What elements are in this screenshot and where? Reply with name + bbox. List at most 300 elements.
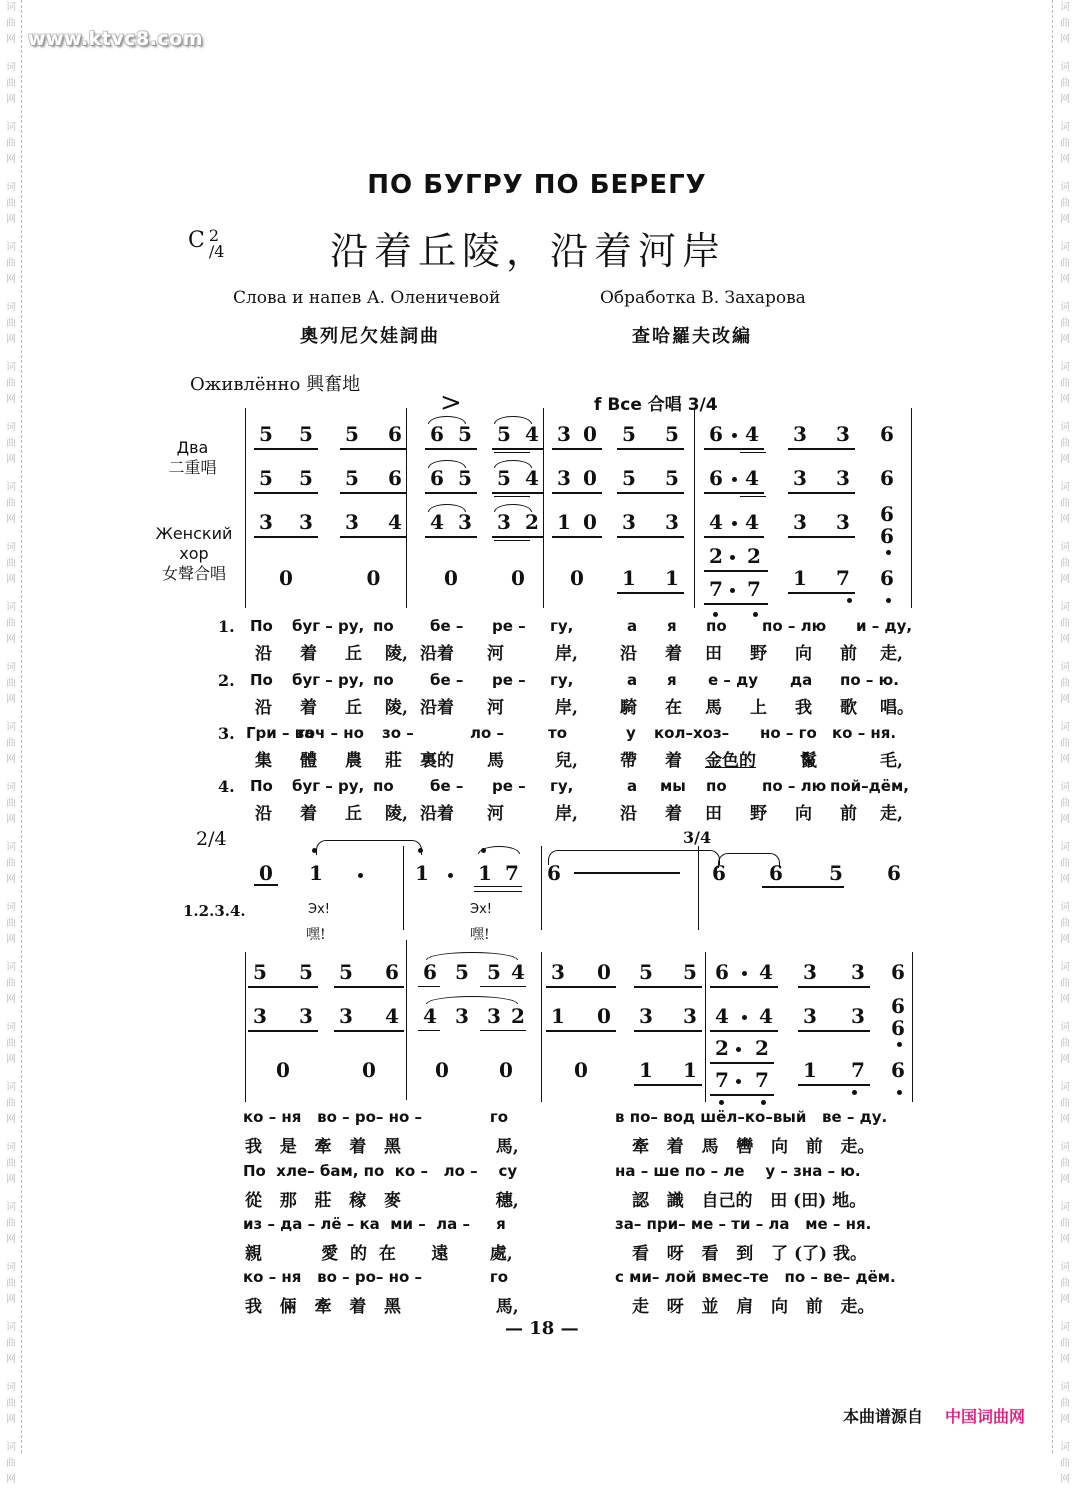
lyric-ru: По [250,671,273,689]
watermark-char: 词 [1060,722,1070,733]
watermark-char: 曲 [1060,1098,1070,1109]
lyric-zh: 沿 [255,698,272,718]
lyric-ru: гу, [550,777,574,795]
arranger-russian: Обработка В. Захарова [600,288,806,308]
note: 6 [423,960,437,984]
note: 4 [385,1004,399,1028]
lyric-ru: кол–хоз– [654,724,730,742]
watermark-char: 曲 [1060,1278,1070,1289]
beam-underline [617,448,684,450]
beam-underline [798,1084,870,1086]
beam-underline [634,986,702,988]
double-beam [480,986,526,987]
note: 5 [299,960,313,984]
lyric-ru: я [667,617,677,635]
beam-underline [788,536,855,538]
watermark-char: 曲 [1060,1398,1070,1409]
beam-underline [788,492,855,494]
augmentation-dot [736,1079,741,1084]
note: 5 [458,466,472,490]
note: 6 [880,422,894,446]
lyric-zh: 騎 [620,698,637,718]
note: 6 [891,1058,905,1082]
watermark-char: 词 [1060,1082,1070,1093]
note: 3 [299,1004,313,1028]
watermark-char: 网 [1060,994,1070,1005]
watermark-char: 网 [1060,1054,1070,1065]
watermark-char: 曲 [6,558,16,569]
lyric-zh: 從 那 莊 稼 麥 穗, [245,1191,519,1211]
augmentation-dot [732,433,737,438]
note: 7 [505,861,519,885]
note: 6 [891,994,905,1018]
watermark-text [1057,840,1073,888]
watermark-char: 网 [6,214,16,225]
watermark-text [1057,600,1073,648]
watermark-text [3,0,19,48]
watermark-char: 网 [1060,1114,1070,1125]
note: 6 [388,466,402,490]
lyric-zh: 岸, [555,804,578,824]
watermark-text [1057,900,1073,948]
note: 0 [597,960,611,984]
octave-dot [847,598,852,603]
accent-mark: > [440,388,462,418]
lyric-zh: 體 [300,751,317,771]
watermark-text [1057,0,1073,48]
watermark-char: 词 [1060,182,1070,193]
note: 4 [759,960,773,984]
lyric-zh: 金色的 [705,751,756,771]
lyric-ru: По хле– бам, по ко – ло – су [243,1162,518,1180]
beam-underline [710,1094,774,1096]
note: 5 [497,466,511,490]
lyric-zh: 丘 [345,698,362,718]
note: 6 [385,960,399,984]
source-label: 本曲谱源自 [843,1407,924,1426]
sustain-dash [574,872,680,874]
note: 0 [597,1004,611,1028]
lyric-zh: 河 [487,698,504,718]
duet-label-ru: Два [176,438,209,457]
lyric-ru: по [373,777,394,795]
watermark-text [3,540,19,588]
watermark-text [1057,1020,1073,1068]
augmentation-dot [730,588,735,593]
watermark-char: 曲 [6,258,16,269]
lyric-ru: пой–дём, [830,777,909,795]
lyric-zh: 岸, [555,698,578,718]
lyric-zh: 在 [665,698,682,718]
double-beam [740,496,766,497]
note: 5 [259,422,273,446]
watermark-char: 网 [6,1474,16,1485]
watermark-text [1057,540,1073,588]
note: 1 [683,1058,697,1082]
watermark-char: 曲 [6,378,16,389]
note: 5 [622,422,636,446]
verse-number: 3. [218,724,235,743]
watermark-char: 词 [1060,962,1070,973]
watermark-char: 曲 [6,318,16,329]
note: 5 [345,466,359,490]
watermark-text [1057,120,1073,168]
lyric-ru: по [373,617,394,635]
watermark-char: 网 [6,514,16,525]
watermark-char: 词 [6,1262,16,1273]
watermark-char: 词 [1060,2,1070,13]
double-beam [480,1030,526,1031]
watermark-char: 词 [6,1382,16,1393]
beam-underline [710,986,778,988]
note: 6 [430,466,444,490]
watermark-text [3,420,19,468]
watermark-char: 曲 [1060,258,1070,269]
note: 0 [583,422,597,446]
lyric-zh: 唱。 [880,698,914,718]
lyric-ru: за– при– ме – ти – ла ме – ня. [615,1215,872,1233]
note: 7 [709,577,723,601]
watermark-text [3,1320,19,1368]
watermark-text [3,960,19,1008]
beam-underline [634,1084,702,1086]
beam-underline [704,492,764,494]
note: 3 [487,1004,501,1028]
watermark-text [1057,60,1073,108]
note: 3 [803,1004,817,1028]
note: 6 [880,566,894,590]
note: 5 [345,422,359,446]
watermark-char: 词 [6,662,16,673]
watermark-char: 词 [6,1142,16,1153]
watermark-text [3,1080,19,1128]
watermark-char: 曲 [6,918,16,929]
lyric-ru: мы [660,777,686,795]
watermark-char: 词 [6,482,16,493]
lyric-zh: 看 呀 看 到 了 (了) 我。 [632,1244,867,1264]
lyric-zh: 丘 [345,644,362,664]
watermark-char: 词 [6,2,16,13]
note: 4 [525,422,539,446]
watermark-char: 网 [6,394,16,405]
lyric-zh: 我 是 牽 着 黑 馬, [245,1137,519,1157]
lyric-zh: 着 [300,644,317,664]
watermark-char: 网 [6,1234,16,1245]
watermark-char: 词 [1060,362,1070,373]
watermark-char: 曲 [1060,738,1070,749]
note: 6 [880,524,894,548]
note: 6 [891,960,905,984]
note: 1 [557,510,571,534]
watermark-char: 曲 [1060,858,1070,869]
note: 3 [836,466,850,490]
watermark-char: 词 [1060,602,1070,613]
watermark-char: 网 [1060,574,1070,585]
lyric-zh: 前 [840,644,857,664]
beam-underline [788,448,855,450]
watermark-char: 网 [6,34,16,45]
watermark-char: 网 [1060,514,1070,525]
watermark-char: 网 [1060,1234,1070,1245]
watermark-text [1057,1200,1073,1248]
watermark-char: 曲 [6,678,16,689]
watermark-char: 词 [1060,542,1070,553]
note: 0 [366,566,381,590]
watermark-char: 词 [6,842,16,853]
watermark-char: 词 [6,62,16,73]
barline [705,952,706,1102]
verse-number: 1. [218,617,235,636]
note: 1 [803,1058,817,1082]
watermark-text [1057,780,1073,828]
watermark-char: 词 [1060,482,1070,493]
lyric-ru: буг – ру, [292,777,365,795]
lyric-zh: 岸, [555,644,578,664]
part-label-duet [165,438,220,478]
watermark-char: 网 [6,1294,16,1305]
watermark-text [3,1260,19,1308]
note: 4 [709,510,723,534]
note: 3 [793,510,807,534]
watermark-char: 曲 [6,1218,16,1229]
lyric-ru: по – лю [762,617,827,635]
note: 6 [712,861,726,885]
watermark-char: 网 [1060,214,1070,225]
watermark-char: 曲 [1060,318,1070,329]
watermark-char: 曲 [1060,978,1070,989]
barline [245,408,246,608]
watermark-char: 曲 [1060,678,1070,689]
lyric-zh: 農 [345,751,362,771]
note: 4 [745,422,759,446]
watermark-text [3,360,19,408]
lyric-zh: 沿着 [420,698,454,718]
watermark-char: 词 [6,1442,16,1453]
octave-dot [886,598,891,603]
part-label-choir [146,524,242,584]
lyric-ru: по [706,777,727,795]
watermark-char: 网 [1060,874,1070,885]
lyric-ru: гу, [550,617,574,635]
watermark-text [1057,1380,1073,1428]
lyric-ru: По [250,777,273,795]
verse-marker: 1.2.3.4. [183,902,246,920]
lyric-zh: 沿 [620,644,637,664]
note: 7 [851,1058,865,1082]
barline [911,408,912,608]
barline [245,952,246,1102]
note: 3 [557,466,571,490]
lyric-ru: бе – [430,671,464,689]
double-beam [474,891,522,892]
lyric-ru: по [706,617,727,635]
watermark-text [1057,240,1073,288]
watermark-char: 曲 [1060,1038,1070,1049]
beam-underline [254,448,318,450]
lyric-zh: 我 倆 牽 着 黑 馬, [245,1297,519,1317]
note: 6 [891,1016,905,1040]
watermark-char: 词 [6,1322,16,1333]
augmentation-dot [730,555,735,560]
note: 3 [793,466,807,490]
watermark-char: 网 [1060,1414,1070,1425]
note: 7 [755,1068,769,1092]
lyric-zh: 沿 [255,804,272,824]
note: 2 [709,544,723,568]
lyric-zh: 着 [300,698,317,718]
lyric-zh: 丘 [345,804,362,824]
lyric-zh: 着 [665,751,682,771]
watermark-char: 词 [6,1082,16,1093]
beam-underline [425,492,477,494]
double-beam [494,496,530,497]
beam-underline [254,536,318,538]
lyric-zh: 走, [880,644,903,664]
note: 5 [299,422,313,446]
note: 4 [715,1004,729,1028]
lyric-zh: 走 呀 並 肩 向 前 走。 [632,1297,875,1317]
augmentation-dot [736,1047,741,1052]
watermark-text [3,660,19,708]
lyric-zh: 河 [487,804,504,824]
note: 1 [622,566,636,590]
watermark-char: 网 [6,1354,16,1365]
barline [406,940,407,1100]
beam-underline [334,986,404,988]
octave-dot [753,612,758,617]
watermark-char: 词 [6,602,16,613]
watermark-char: 曲 [6,1458,16,1469]
duet-label-zh: 二重唱 [168,458,217,477]
lyric-zh: 沿着 [420,804,454,824]
beam-underline [425,536,477,538]
page-number: — 18 — [505,1318,579,1339]
watermark-char: 曲 [6,738,16,749]
tempo-marking: Оживлённо 興奮地 [190,374,361,395]
slur [428,504,466,512]
watermark-char: 曲 [6,798,16,809]
watermark-char: 曲 [6,978,16,989]
interjection-ru-1: Эх! [308,902,330,917]
note: 1 [309,861,323,885]
watermark-char: 词 [6,122,16,133]
lyric-ru: по [373,671,394,689]
watermark-text [3,600,19,648]
watermark-char: 网 [1060,1294,1070,1305]
watermark-char: 曲 [1060,1338,1070,1349]
lyric-ru: ре – [492,617,526,635]
lyric-ru: е – ду [708,671,759,689]
augmentation-dot [358,873,363,878]
lyric-zh: 馬 [487,751,504,771]
watermark-text [1057,1440,1073,1488]
tie [548,850,720,865]
barline [406,408,407,608]
lyric-zh: 陵, [385,698,408,718]
note: 5 [339,960,353,984]
interjection-zh-2: 嘿! [470,927,490,943]
source-site-link[interactable]: 中国词曲网 [945,1407,1026,1426]
watermark-char: 词 [1060,1262,1070,1273]
watermark-char: 网 [1060,274,1070,285]
watermark-char: 曲 [1060,18,1070,29]
watermark-text [1057,300,1073,348]
watermark-char: 曲 [1060,378,1070,389]
watermark-text [1057,960,1073,1008]
lyric-ru: из – да – лё – ка ми – ла – я [243,1215,506,1233]
lyric-ru: и – ду, [856,617,913,635]
watermark-char: 曲 [1060,78,1070,89]
note: 0 [362,1058,376,1082]
watermark-text [1057,360,1073,408]
watermark-char: 网 [6,814,16,825]
lyric-ru: ко – ня во – ро– но – го [243,1268,509,1286]
note: 3 [683,1004,697,1028]
watermark-char: 词 [6,242,16,253]
augmentation-dot [732,521,737,526]
lyric-zh: 兒, [555,751,578,771]
beam-underline [710,1062,774,1064]
lyric-ru: зо – [382,724,414,742]
watermark-char: 网 [6,874,16,885]
watermark-char: 词 [6,902,16,913]
lyric-zh: 認 識 自己的 田 (田) 地。 [632,1191,867,1211]
octave-dot [852,1090,857,1095]
note: 4 [388,510,402,534]
beam-underline [617,536,684,538]
lyric-ru: а [627,617,638,635]
watermark-text [3,780,19,828]
interjection-zh-1: 嘿! [306,927,326,943]
note: 4 [745,466,759,490]
barline [543,408,544,608]
barline [912,952,913,1102]
lyric-ru: ко – ня. [832,724,897,742]
note: 2 [715,1036,729,1060]
watermark-char: 曲 [6,438,16,449]
watermark-char: 曲 [6,1338,16,1349]
note: 0 [570,566,584,590]
watermark-char: 词 [1060,422,1070,433]
note: 4 [423,1004,437,1028]
beam-underline [492,536,544,538]
watermark-char: 网 [1060,934,1070,945]
lyric-zh: 歌 [840,698,857,718]
watermark-char: 曲 [6,138,16,149]
title-russian: ПО БУГРУ ПО БЕРЕГУ [367,170,707,200]
watermark-char: 曲 [1060,438,1070,449]
watermark-text [3,120,19,168]
beam-underline [704,570,768,572]
note: 5 [665,466,679,490]
watermark-char: 网 [6,1174,16,1185]
note: 4 [759,1004,773,1028]
lyric-zh: 着 [665,644,682,664]
beam-underline [546,1030,616,1032]
watermark-text [3,840,19,888]
lyric-zh: 莊 [385,751,402,771]
note: 6 [388,422,402,446]
watermark-text [1057,480,1073,528]
watermark-char: 网 [6,574,16,585]
watermark-char: 网 [1060,754,1070,765]
octave-dot [897,1090,902,1095]
beam-underline [340,536,407,538]
watermark-char: 词 [1060,1022,1070,1033]
lyric-zh: 前 [840,804,857,824]
note: 0 [435,1058,449,1082]
beam-underline [552,448,602,450]
